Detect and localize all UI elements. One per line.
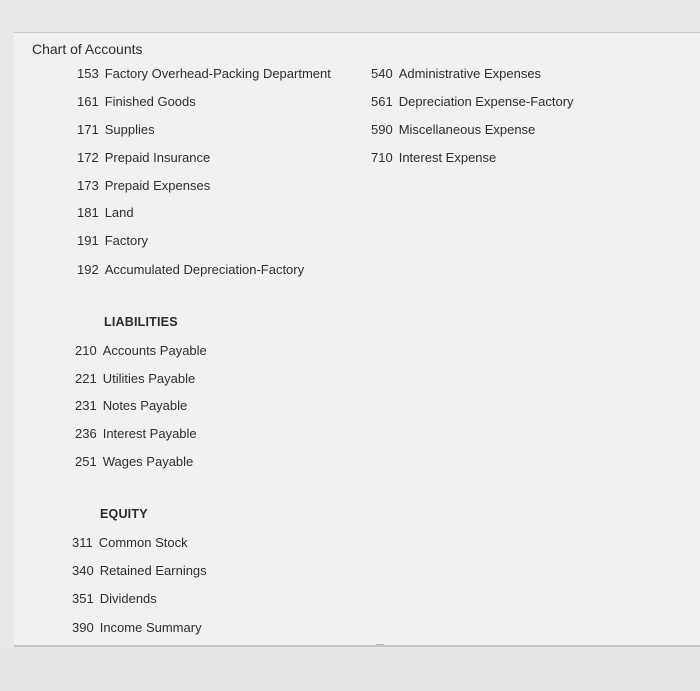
account-row	[371, 122, 535, 137]
account-code: 710	[371, 150, 393, 165]
account-row	[77, 205, 134, 220]
account-code: 236	[75, 426, 97, 441]
account-row	[371, 66, 541, 81]
account-code: 540	[371, 66, 393, 81]
account-row	[77, 233, 148, 248]
account-name: Dividends	[99, 591, 157, 606]
account-code: 181	[77, 205, 99, 220]
account-row	[371, 150, 496, 165]
account-name: Land	[104, 205, 134, 220]
account-code: 351	[72, 591, 94, 606]
account-code: 171	[77, 122, 99, 137]
account-code: 340	[72, 563, 94, 578]
account-name: Prepaid Expenses	[104, 178, 211, 193]
equity-heading: EQUITY	[100, 507, 148, 521]
account-row	[77, 262, 304, 277]
account-row	[77, 94, 196, 109]
account-row	[75, 343, 207, 358]
account-name: Income Summary	[99, 620, 202, 635]
account-name: Accounts Payable	[102, 343, 207, 358]
account-code: 311	[72, 535, 93, 550]
account-name: Factory	[104, 233, 149, 248]
account-code: 210	[75, 343, 97, 358]
page-bottom-area	[0, 648, 700, 691]
account-row	[77, 122, 155, 137]
account-row	[77, 66, 331, 81]
account-name: Interest Payable	[102, 426, 197, 441]
account-row	[72, 620, 202, 635]
liabilities-heading: LIABILITIES	[104, 315, 178, 329]
account-name: Depreciation Expense-Factory	[398, 94, 574, 109]
account-name: Retained Earnings	[99, 563, 207, 578]
account-code: 251	[75, 454, 97, 469]
account-row	[72, 535, 188, 550]
account-code: 153	[77, 66, 99, 81]
account-row	[72, 591, 157, 606]
account-code: 390	[72, 620, 94, 635]
account-code: 172	[77, 150, 99, 165]
account-row	[75, 454, 193, 469]
account-name: Common Stock	[98, 535, 188, 550]
account-code: 590	[371, 122, 393, 137]
account-code: 161	[77, 94, 99, 109]
account-row	[75, 398, 187, 413]
account-code: 231	[75, 398, 97, 413]
account-name: Supplies	[104, 122, 155, 137]
account-name: Finished Goods	[104, 94, 196, 109]
account-row	[72, 563, 207, 578]
account-code: 561	[371, 94, 393, 109]
account-name: Prepaid Insurance	[104, 150, 211, 165]
account-row	[77, 178, 210, 193]
account-name: Administrative Expenses	[398, 66, 542, 81]
account-row	[77, 150, 210, 165]
account-name: Accumulated Depreciation-Factory	[104, 262, 305, 277]
panel-title: Chart of Accounts	[32, 41, 143, 57]
chart-of-accounts-panel	[14, 32, 700, 647]
account-name: Factory Overhead-Packing Department	[104, 66, 331, 81]
account-name: Miscellaneous Expense	[398, 122, 536, 137]
account-code: 221	[75, 371, 97, 386]
account-row	[371, 94, 574, 109]
account-code: 192	[77, 262, 99, 277]
account-name: Notes Payable	[102, 398, 188, 413]
account-name: Utilities Payable	[102, 371, 196, 386]
account-code: 173	[77, 178, 99, 193]
account-row	[75, 426, 197, 441]
account-name: Interest Expense	[398, 150, 497, 165]
account-code: 191	[77, 233, 99, 248]
account-row	[75, 371, 195, 386]
account-name: Wages Payable	[102, 454, 194, 469]
